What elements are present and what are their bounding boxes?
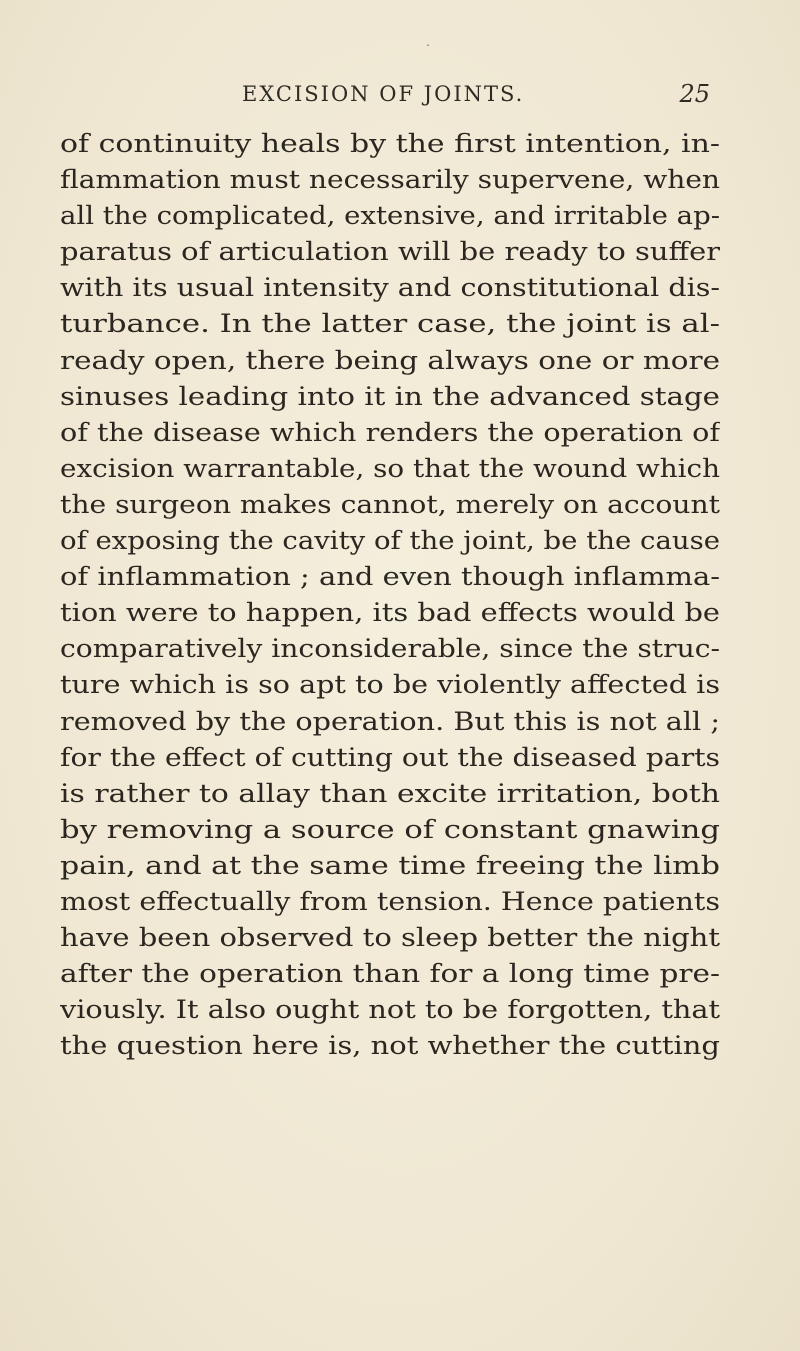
text-line: turbance. In the latter case, the joint is al- xyxy=(60,309,720,339)
text-line: is rather to allay than excite irritation, both xyxy=(60,778,720,808)
text-line: after the operation than for a long time pre- xyxy=(60,959,720,989)
text-line: tion were to happen, its bad effects would be xyxy=(60,598,720,628)
text-line: of continuity heals by the first intention, in- xyxy=(60,129,720,158)
text-line: comparatively inconsiderable, since the struc- xyxy=(60,634,720,664)
text-line: the question here is, not whether the cutting xyxy=(60,1031,720,1061)
text-line: removed by the operation. But this is not all ; xyxy=(60,706,720,736)
text-line: sinuses leading into it in the advanced stage xyxy=(60,381,720,411)
text-line: excision warrantable, so that the wound which xyxy=(60,453,720,483)
printer-mark: ˆ xyxy=(426,44,430,53)
text-line: of exposing the cavity of the joint, be the cause xyxy=(60,526,720,556)
text-line: viously. It also ought not to be forgotten, that xyxy=(60,995,720,1025)
text-line: most effectually from tension. Hence patients xyxy=(60,886,720,916)
text-line: paratus of articulation will be ready to suffer xyxy=(60,237,720,267)
text-line: for the effect of cutting out the diseased parts xyxy=(60,742,720,772)
page-number: 25 xyxy=(679,80,710,108)
text-line: have been observed to sleep better the night xyxy=(60,923,720,953)
text-line: pain, and at the same time freeing the limb xyxy=(60,850,720,880)
text-line: the surgeon makes cannot, merely on account xyxy=(60,489,720,519)
running-head xyxy=(60,82,710,112)
text-line: ture which is so apt to be violently affected is xyxy=(60,670,720,700)
text-line: by removing a source of constant gnawing xyxy=(60,814,720,844)
text-line: of inflammation ; and even though inflamma- xyxy=(60,562,720,592)
text-line: ready open, there being always one or more xyxy=(60,345,720,375)
running-head-title: EXCISION OF JOINTS. xyxy=(242,82,525,106)
text-line: of the disease which renders the operation of xyxy=(60,417,720,447)
text-line: with its usual intensity and constitutional dis- xyxy=(60,273,720,303)
body-text xyxy=(60,126,720,1064)
text-line: flammation must necessarily supervene, when xyxy=(60,165,720,195)
text-line: all the complicated, extensive, and irritable ap- xyxy=(60,201,720,231)
